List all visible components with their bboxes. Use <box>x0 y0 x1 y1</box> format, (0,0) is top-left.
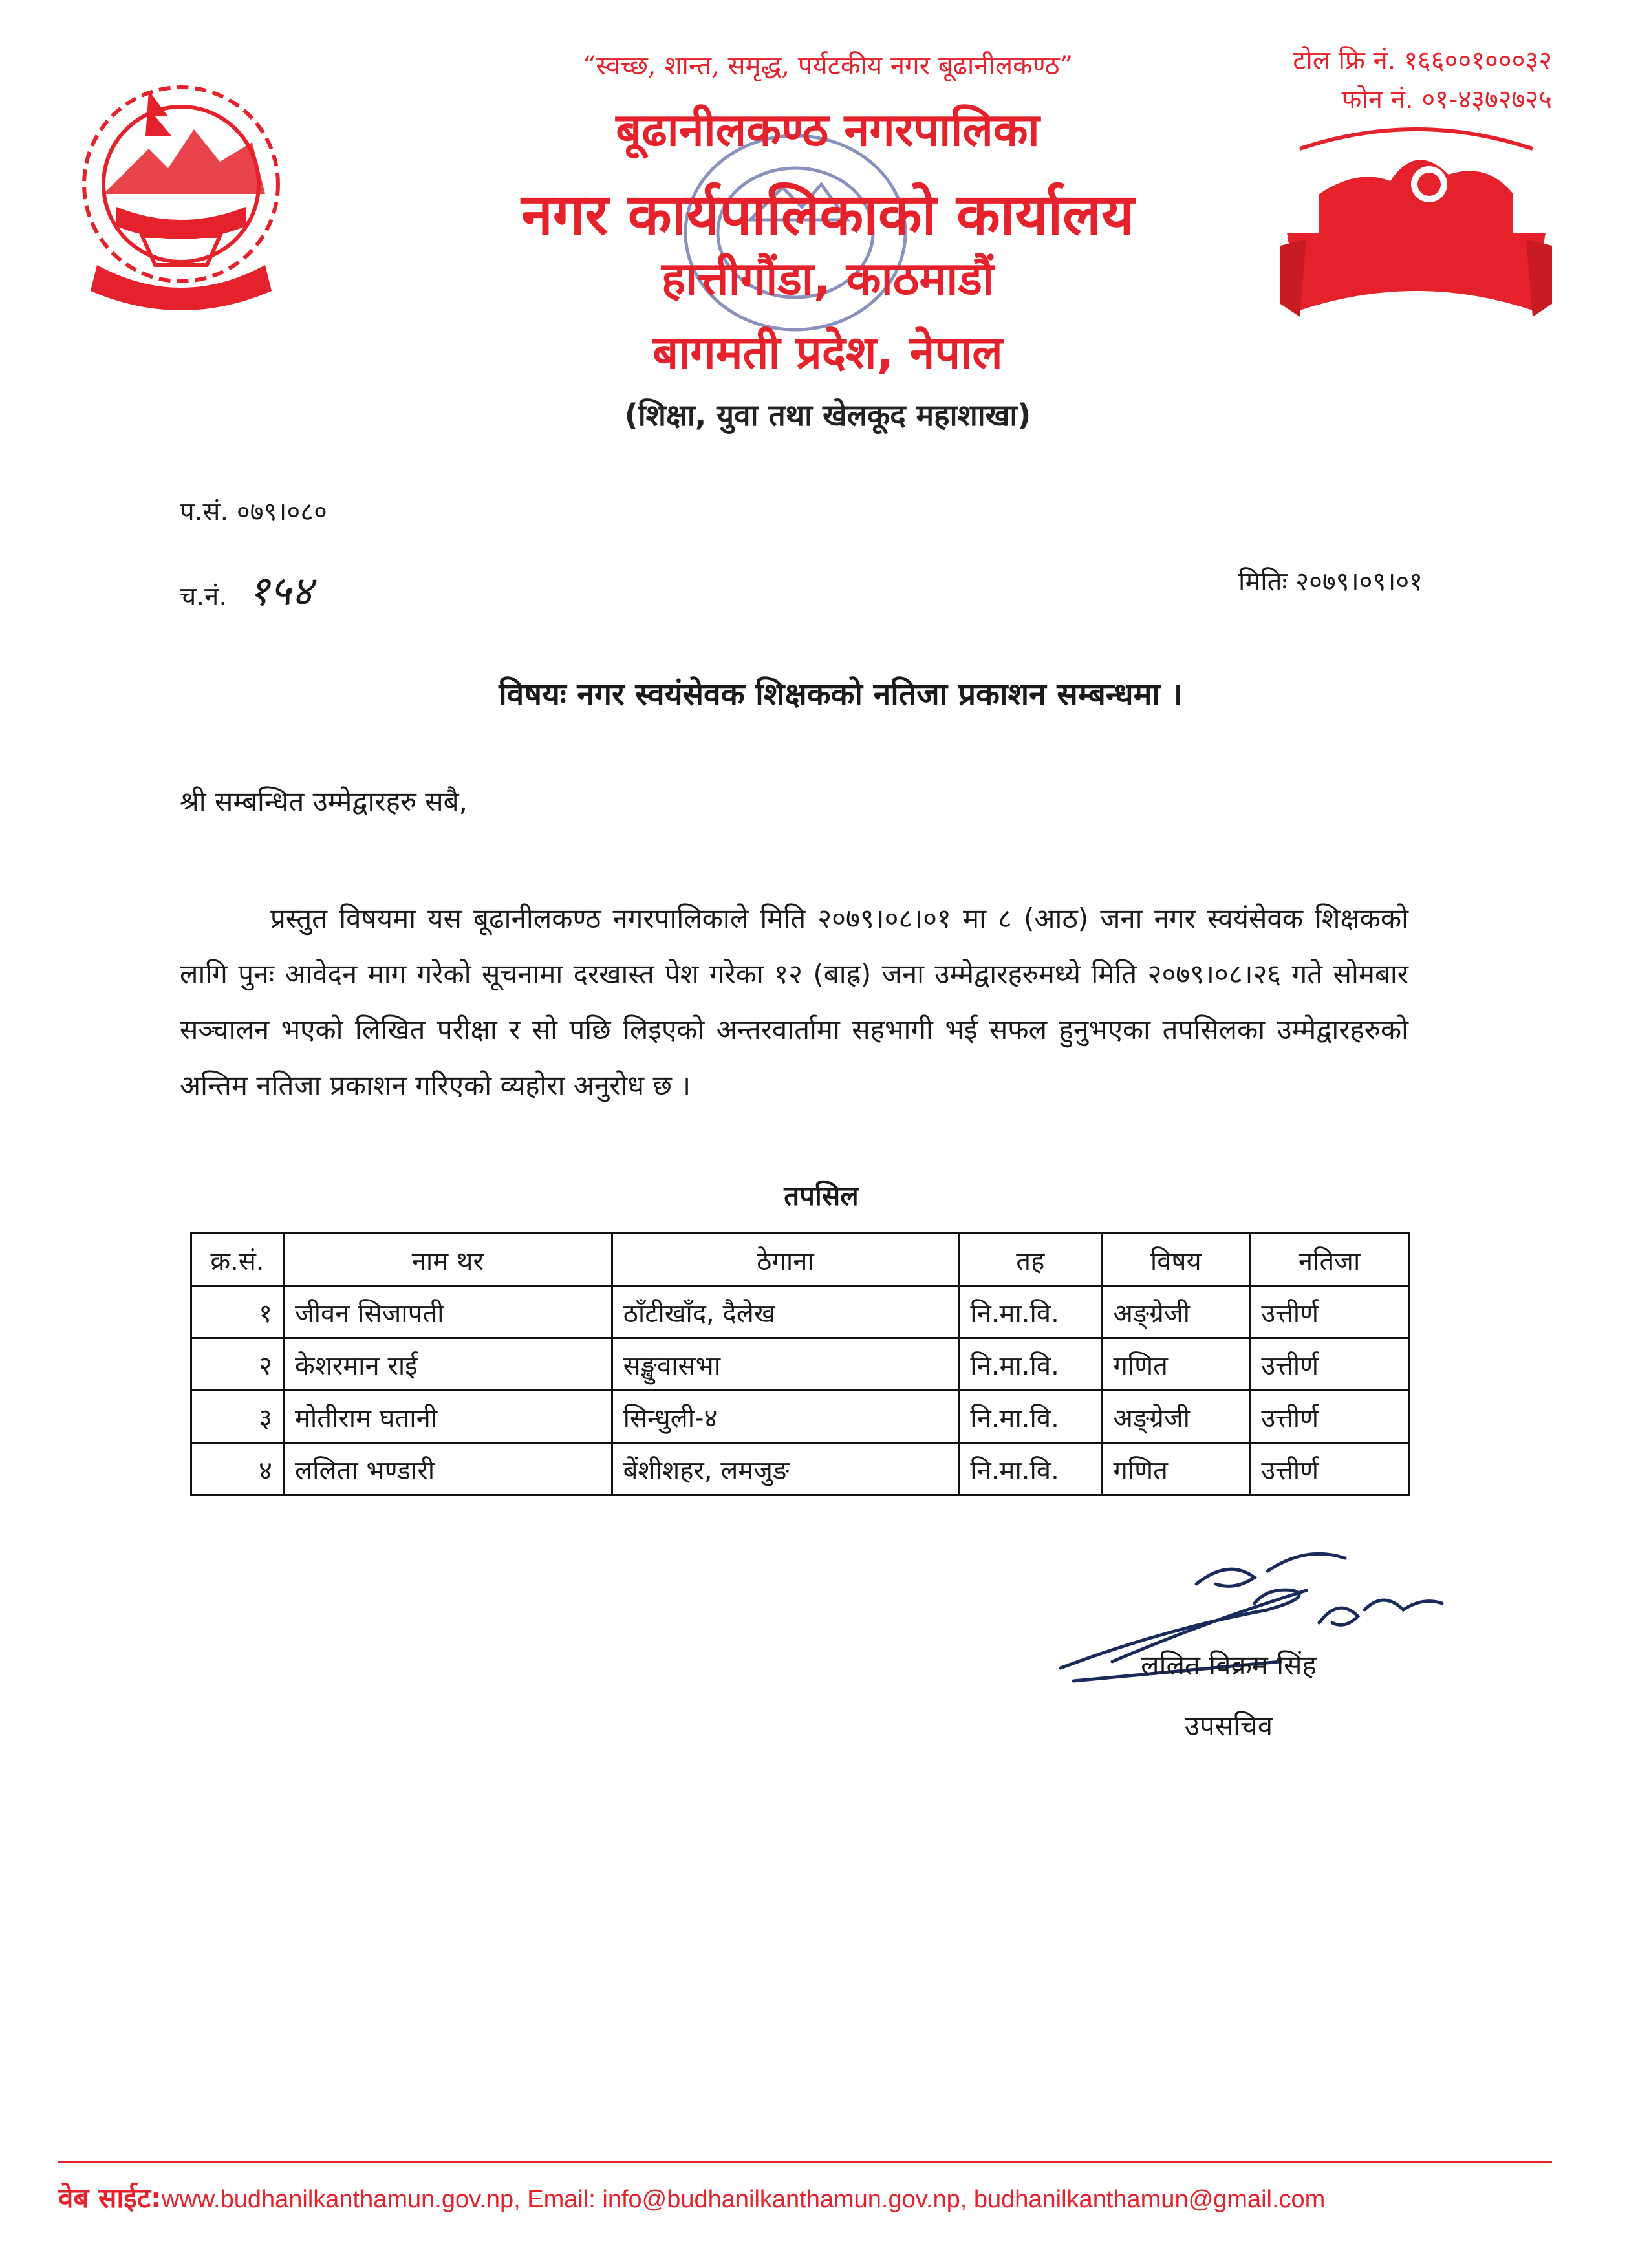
cell-name: मोतीराम घतानी <box>283 1391 612 1443</box>
municipality-name: बूढानीलकण्ठ नगरपालिका <box>616 103 1040 156</box>
cell-address: बेंशीशहर, लमजुङ <box>612 1443 959 1495</box>
dispatch-number-value: १५४ <box>248 568 313 615</box>
footer-website-label: वेब साईट: <box>58 2182 162 2214</box>
column-header-serial: क्र.सं. <box>191 1234 284 1286</box>
column-header-level: तह <box>959 1234 1102 1286</box>
table-row <box>191 1443 1409 1495</box>
footer-contact <box>58 2179 1610 2216</box>
toll-free-number: टोल फ्रि नं. १६६००१०००३२ <box>1293 46 1552 76</box>
dispatch-number-line <box>180 561 313 617</box>
cell-name: केशरमान राई <box>283 1338 612 1391</box>
letter-reference-number: प.सं. ०७९।०८० <box>180 497 327 527</box>
letter-subject: विषयः नगर स्वयंसेवक शिक्षकको नतिजा प्रकाशन सम्बन्धमा । <box>499 676 1183 712</box>
nepal-government-emblem-icon <box>58 71 304 317</box>
province-country: बागमती प्रदेश, नेपाल <box>652 326 1003 379</box>
dispatch-number-label: च.नं. <box>180 582 228 612</box>
table-row <box>191 1338 1409 1391</box>
column-header-result: नतिजा <box>1250 1234 1409 1286</box>
column-header-name: नाम थर <box>283 1234 612 1286</box>
table-header-row <box>191 1234 1409 1286</box>
cell-level: नि.मा.वि. <box>959 1443 1102 1495</box>
cell-subject: गणित <box>1102 1338 1250 1391</box>
cell-address: सिन्धुली-४ <box>612 1391 959 1443</box>
footer-contact-text: www.budhanilkanthamun.gov.np, Email: info@budhanilkanthamun.gov.np, budhanilkanthamun@gmail.com <box>161 2186 1326 2213</box>
phone-number: फोन नं. ०१-४३७२७२५ <box>1341 85 1552 114</box>
cell-name: जीवन सिजापती <box>283 1286 612 1338</box>
cell-name: ललिता भण्डारी <box>283 1443 612 1495</box>
cell-result: उत्तीर्ण <box>1250 1338 1409 1391</box>
column-header-subject: विषय <box>1102 1234 1250 1286</box>
cell-serial: ३ <box>191 1391 284 1443</box>
letter-body: प्रस्तुत विषयमा यस बूढानीलकण्ठ नगरपालिकाले मिति २०७९।०८।०१ मा ८ (आठ) जना नगर स्वयंसेवक शिक्षकको लागि पुनः आवेदन माग गरेको सूचनामा दरखास्त पेश गरेका १२ (बाह्र) जना उम्मेद्वारहरुमध्ये मिति २०७९।०८।२६ गते सोमबार सञ्चालन भएको लिखित परीक्षा र सो पछि लिइएको अन्तरवार्तामा सहभागी भई सफल हुनुभएका तपसिलका उम्मेद्वारहरुको अन्तिम नतिजा प्रकाशन गरिएको व्यहोरा अनुरोध छ । <box>180 903 1408 1101</box>
office-name: नगर कार्यपालिकाको कार्यालय <box>521 181 1134 248</box>
letter-date: मितिः २०७९।०९।०१ <box>1238 567 1423 597</box>
letter-salutation: श्री सम्बन्धित उम्मेद्वारहरु सबै, <box>180 786 468 817</box>
cell-result: उत्तीर्ण <box>1250 1286 1409 1338</box>
cell-level: नि.मा.वि. <box>959 1338 1102 1391</box>
cell-result: उत्तीर्ण <box>1250 1391 1409 1443</box>
office-address: हात्तीगौंडा, काठमाडौं <box>661 252 994 305</box>
municipality-tagline: “स्वच्छ, शान्त, समृद्ध, पर्यटकीय नगर बूढानीलकण्ठ” <box>582 51 1073 81</box>
cell-address: सङ्खुवासभा <box>612 1338 959 1391</box>
cell-level: नि.मा.वि. <box>959 1286 1102 1338</box>
cell-address: ठाँटीखाँद, दैलेख <box>612 1286 959 1338</box>
cell-subject: अङ्ग्रेजी <box>1102 1286 1250 1338</box>
cell-subject: अङ्ग्रेजी <box>1102 1391 1250 1443</box>
cell-serial: २ <box>191 1338 284 1391</box>
cell-serial: ४ <box>191 1443 284 1495</box>
column-header-address: ठेगाना <box>612 1234 959 1286</box>
signer-name: ललित विक्रम सिंह <box>1141 1649 1317 1681</box>
cell-level: नि.मा.वि. <box>959 1391 1102 1443</box>
table-row <box>191 1286 1409 1338</box>
division-name: (शिक्षा, युवा तथा खेलकूद महाशाखा) <box>624 398 1031 433</box>
cell-serial: १ <box>191 1286 284 1338</box>
table-caption: तपसिल <box>784 1180 859 1212</box>
results-table <box>190 1232 1410 1496</box>
cell-subject: गणित <box>1102 1443 1250 1495</box>
cell-result: उत्तीर्ण <box>1250 1443 1409 1495</box>
table-row <box>191 1391 1409 1443</box>
footer-divider <box>58 2161 1552 2163</box>
municipality-logo-icon <box>1280 123 1552 330</box>
signer-title: उपसचिव <box>1184 1710 1273 1742</box>
